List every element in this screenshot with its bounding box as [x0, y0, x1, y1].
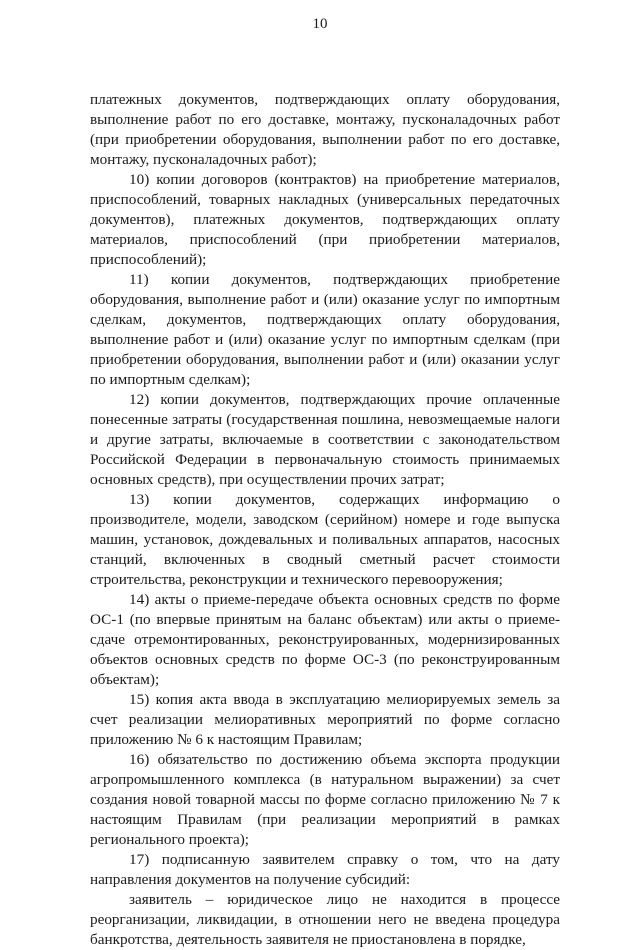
paragraph-continuation: платежных документов, подтверждающих оплату оборудования, выполнение работ по его доставке, монтажу, пусконаладочных работ (при приобретении оборудования, выполнении работ по его доставке, монтажу, пусконаладочных работ); [90, 91, 560, 168]
paragraph-item-17: 17) подписанную заявителем справку о том, что на дату направления документов на получение субсидий: [90, 851, 560, 888]
paragraph-item-12: 12) копии документов, подтверждающих прочие оплаченные понесенные затраты (государственная пошлина, невозмещаемые налоги и другие затраты, включаемые в соответствии с законодательством Российской Федерации в первоначальную стоимость принимаемых основных средств), при осуществлении прочих затрат; [90, 391, 560, 488]
paragraph-item-14: 14) акты о приеме-передаче объекта основных средств по форме ОС-1 (по впервые принятым на баланс объектам) или акты о приеме-сдаче отремонтированных, реконструированных, модернизированных объектов основных средств по форме ОС-3 (по реконструированным объектам); [90, 591, 560, 688]
paragraph-item-13: 13) копии документов, содержащих информацию о производителе, модели, заводском (серийном) номере и годе выпуска машин, установок, дождевальных и поливальных аппаратов, насосных станций, включенных в сводный сметный расчет стоимости строительства, реконструкции и технического перевооружения; [90, 491, 560, 588]
paragraph-item-17-detail: заявитель – юридическое лицо не находится в процессе реорганизации, ликвидации, в отношении него не введена процедура банкротства, деятельность заявителя не приостановлена в порядке, [90, 891, 560, 948]
page-number: 10 [312, 16, 328, 32]
document-body [90, 90, 560, 950]
paragraph-item-11: 11) копии документов, подтверждающих приобретение оборудования, выполнение работ и (или) оказание услуг по импортным сделкам, документов, подтверждающих оплату оборудования, выполнение работ и (или) оказание услуг по импортным сделкам (при приобретении оборудования, выполнении работ и (или) оказании услуг по импортным сделкам); [90, 271, 560, 388]
paragraph-item-16: 16) обязательство по достижению объема экспорта продукции агропромышленного комплекса (в натуральном выражении) за счет создания новой товарной массы по форме согласно приложению № 7 к настоящим Правилам (при реализации мероприятий в рамках регионального проекта); [90, 751, 560, 848]
paragraph-item-10: 10) копии договоров (контрактов) на приобретение материалов, приспособлений, товарных накладных (универсальных передаточных документов), платежных документов, подтверждающих оплату материалов, приспособлений (при приобретении материалов, приспособлений); [90, 171, 560, 268]
paragraph-item-15: 15) копия акта ввода в эксплуатацию мелиорируемых земель за счет реализации мелиоративных мероприятий по форме согласно приложению № 6 к настоящим Правилам; [90, 691, 560, 748]
